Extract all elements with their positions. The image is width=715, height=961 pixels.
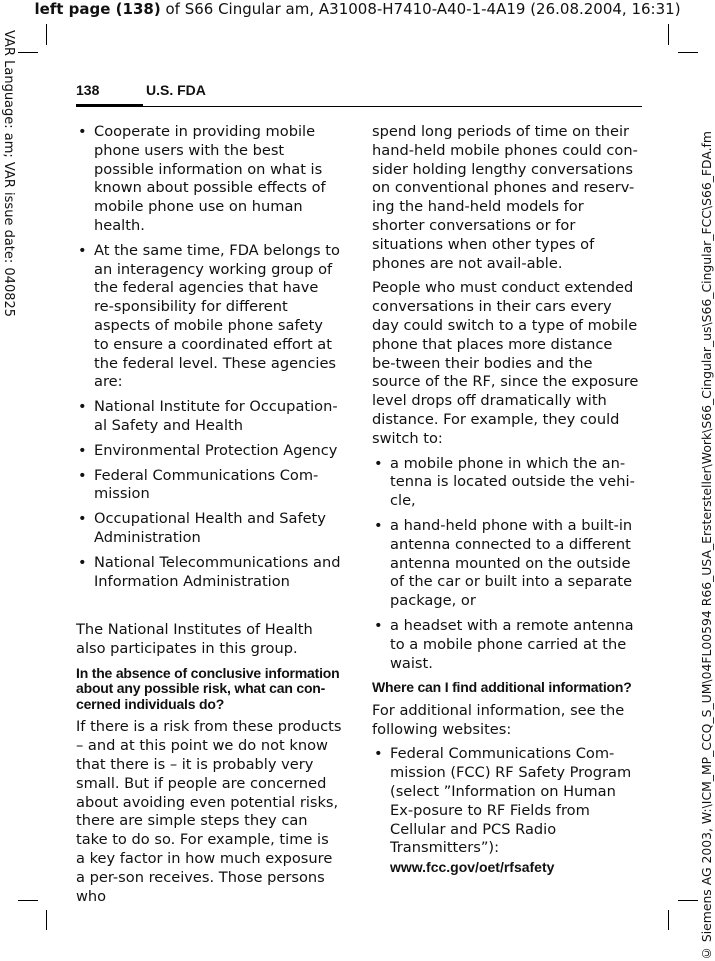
right-column [372,123,640,884]
agency-bullet-list [76,123,342,591]
crop-mark [18,52,38,53]
page-number: 138 [76,82,100,98]
left-column [76,123,342,912]
continued-paragraph: spend long periods of time on their hand-held mobile phones could con-sider holding lengthy conversations on conventional phones and reserv-ing the hand-held models for shorter conversations or for situations when other types of phones are not avail-able. [372,123,638,272]
list-item [372,745,640,878]
crop-mark [668,24,669,45]
var-language-note: VAR Language: am; VAR issue date: 040825 [1,30,16,318]
list-item: • National Telecommunications and Information Administration [76,554,342,592]
info-question-heading: Where can I find additional information? [372,679,632,696]
list-item: • a hand-held phone with a built-in antenna connected to a different antenna mounted on the outside of the car or built into a separate package, or [372,517,640,611]
websites-list [372,745,640,878]
phone-options-list [372,455,640,674]
fcc-description: Federal Communications Com-mission (FCC) RF Safety Program (select ”Information on Human Ex-posure to RF Fields from Cellular and PCS Radio Transmitters”): [390,745,632,857]
crop-mark [668,910,669,930]
question-heading: In the absence of conclusive information about any possible risk, what can con-cerned individuals do? [76,664,340,712]
crop-mark [678,52,698,53]
list-item: • a mobile phone in which the an-tenna is located outside the vehi-cle, [372,455,640,511]
crop-mark [678,900,698,901]
print-header [0,0,715,18]
file-path-note: © Siemens AG 2003, W:\ICM_MP_CCQ_S_UM\04FL00594 R66_USA_Erstersteller\Work\S66_Cingular_us\S66_Cingular_FCC\S66_FDA.fm [699,130,714,961]
nih-paragraph: The National Institutes of Health also participates in this group. [76,621,313,658]
print-header-label: left page (138) [34,0,161,18]
list-item: • Occupational Health and Safety Administration [76,510,342,548]
info-paragraph: For additional information, see the following websites: [372,701,625,738]
page-title: U.S. FDA [146,82,206,98]
fcc-url-link[interactable]: www.fcc.gov/oet/rfsafety [390,859,555,876]
header-rule [76,106,642,107]
crop-mark [46,24,47,45]
risk-paragraph: If there is a risk from these products – and at this point we do not know that there is – it is probably very small. But if people are concerned about avoiding even potential risks, there are simple steps they can take to do so. For example, time is a key factor in how much exposure a per-son receives. Those persons who [76,718,342,905]
print-header-details: of S66 Cingular am, A31008-H7410-A40-1-4A19 (26.08.2004, 16:31) [160,0,681,18]
cars-paragraph: People who must conduct extended conversations in their cars every day could switch to a type of mobile phone that places more distance be-tween their bodies and the source of the RF, since the exposure level drops off dramatically with distance. For example, they could switch to: [372,279,639,447]
list-item: • Federal Communications Com-mission [76,467,342,505]
list-item: • a headset with a remote antenna to a mobile phone carried at the waist. [372,617,640,673]
list-item: • National Institute for Occupation-al Safety and Health [76,398,342,436]
list-item: • Cooperate in providing mobile phone users with the best possible information on what is known about possible effects of mobile phone use on human health. [76,123,342,236]
crop-mark [18,900,38,901]
crop-mark [46,910,47,930]
list-item: • At the same time, FDA belongs to an interagency working group of the federal agencies that have re-sponsibility for different aspects of mobile phone safety to ensure a coordinated effort at the federal level. These agencies are: [76,242,342,392]
list-item: • Environmental Protection Agency [76,442,342,461]
